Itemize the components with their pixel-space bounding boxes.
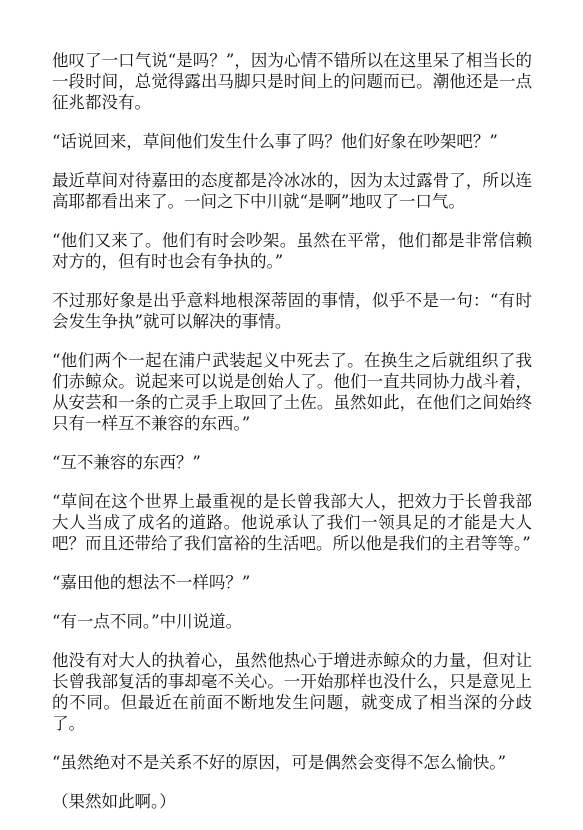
paragraph: “他们又来了。他们有时会吵架。虽然在平常，他们都是非常信赖对方的，但有时也会有争执的。” — [52, 231, 532, 271]
document-page — [52, 50, 532, 830]
paragraph: “嘉田他的想法不一样吗？” — [52, 573, 251, 592]
paragraph: “互不兼容的东西？” — [52, 453, 201, 472]
paragraph: “有一点不同。”中川说道。 — [52, 612, 243, 631]
paragraph: 他叹了一口气说“是吗？”，因为心情不错所以在这里呆了相当长的一段时间，总觉得露出马脚只是时间上的问题而已。潮他还是一点征兆都没有。 — [52, 51, 532, 112]
paragraph: 最近草间对待嘉田的态度都是冷冰冰的，因为太过露骨了，所以连高耶都看出来了。一问之下中川就“是啊”地叹了一口气。 — [52, 171, 532, 211]
paragraph: （果然如此啊。） — [52, 792, 176, 811]
paragraph: “他们两个一起在浦户武装起义中死去了。在换生之后就组织了我们赤鲸众。说起来可以说是创始人了。他们一直共同协力战斗着，从安芸和一条的亡灵手上取回了土佐。虽然如此，在他们之间始终只有一样互不兼容的东西。” — [52, 351, 532, 433]
paragraph: “虽然绝对不是关系不好的原因，可是偶然会变得不怎么愉快。” — [52, 753, 507, 772]
paragraph: “话说回来，草间他们发生什么事了吗？他们好象在吵架吧？” — [52, 132, 498, 151]
paragraph: 他没有对大人的执着心，虽然他热心于增进赤鲸众的力量，但对让长曾我部复活的事却毫不关心。一开始那样也没什么，只是意见上的不同。但最近在前面不断地发生问题，就变成了相当深的分歧了。 — [52, 651, 532, 733]
paragraph: 不过那好象是出乎意料地根深蒂固的事情，似乎不是一句：“有时会发生争执”就可以解决的事情。 — [52, 291, 532, 331]
paragraph: “草间在这个世界上最重视的是长曾我部大人，把效力于长曾我部大人当成了成名的道路。他说承认了我们一领具足的才能是大人吧？而且还带给了我们富裕的生活吧。所以他是我们的主君等等。” — [52, 492, 532, 553]
